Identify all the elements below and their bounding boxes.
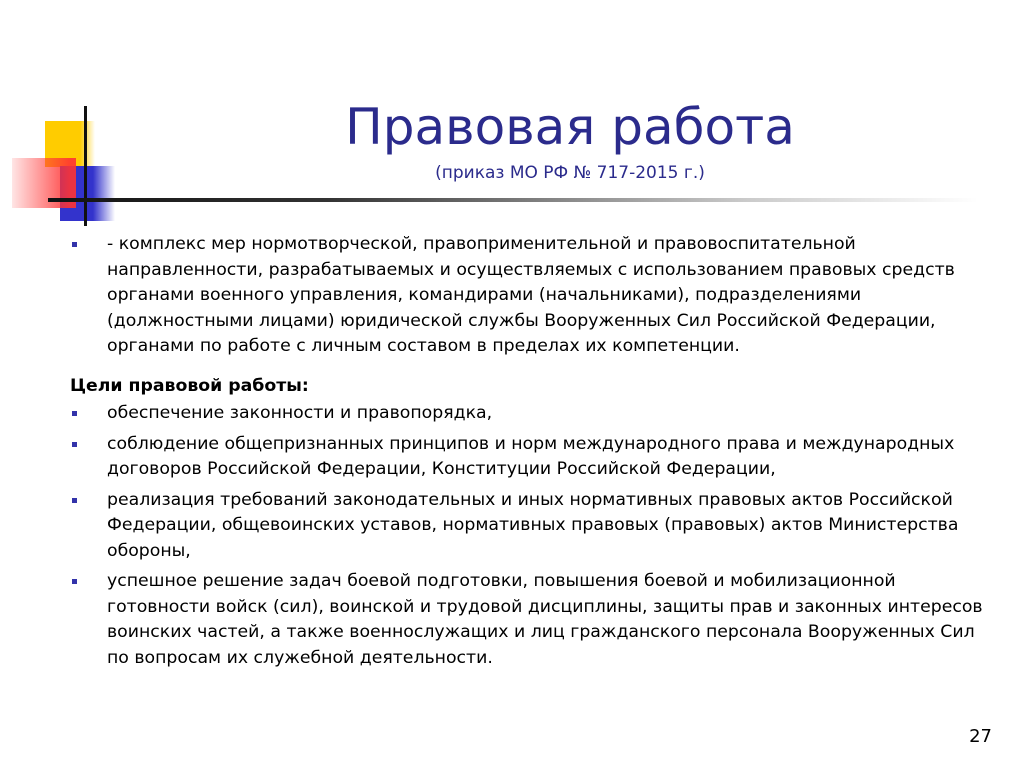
bullet-icon	[72, 411, 77, 416]
bullet-icon	[72, 579, 77, 584]
slide-subtitle: (приказ МО РФ № 717-2015 г.)	[435, 163, 705, 183]
bullet-icon	[72, 498, 77, 503]
goals-heading: Цели правовой работы:	[70, 375, 309, 396]
goal-item	[70, 569, 1000, 671]
definition-item	[70, 232, 1000, 360]
goal-item	[70, 432, 1000, 483]
goal-text: соблюдение общепризнанных принципов и норм международного права и международных договоров Российской Федерации, Конституции Российской Федерации,	[107, 433, 955, 479]
goal-text: успешное решение задач боевой подготовки, повышения боевой и мобилизационной готовности войск (сил), воинской и трудовой дисциплины, защиты прав и законных интересов воинских частей, а также военнослужащих и лиц гражданского персонала Вооруженных Сил по вопросам их служебной деятельности.	[107, 571, 983, 668]
slide-title: Правовая работа	[345, 98, 795, 156]
vertical-line-decoration	[84, 106, 87, 226]
slide-body	[70, 232, 1000, 676]
bullet-icon	[72, 442, 77, 447]
horizontal-rule	[48, 198, 978, 202]
goal-text: обеспечение законности и правопорядка,	[107, 403, 493, 423]
page-number: 27	[969, 726, 992, 747]
goal-text: реализация требований законодательных и иных нормативных правовых актов Российской Федерации, общевоинских уставов, нормативных правовых (правовых) актов Министерства обороны,	[107, 489, 959, 561]
bullet-icon	[72, 242, 77, 247]
definition-text: - комплекс мер нормотворческой, правоприменительной и правовоспитательной направленности, разрабатываемых и осуществляемых с использованием правовых средств органами военного управления, командирами (начальниками), подразделениями (должностными лицами) юридической службы Вооруженных Сил Российской Федерации, органами по работе с личным составом в пределах их компетенции.	[107, 234, 955, 356]
goal-item	[70, 488, 1000, 565]
goal-item	[70, 401, 1000, 427]
